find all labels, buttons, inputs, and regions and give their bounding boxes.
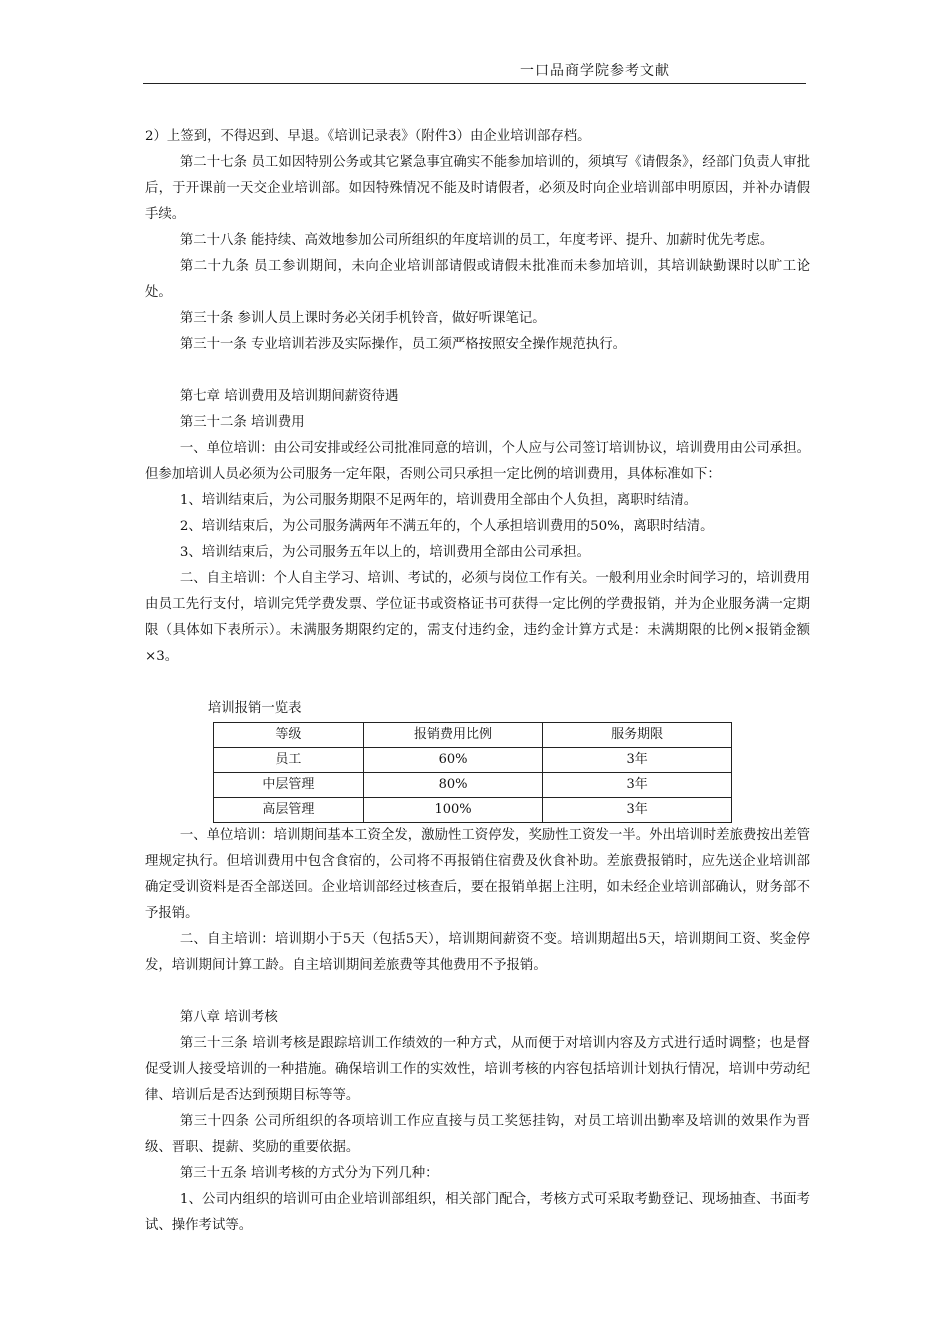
section-b: [145, 384, 810, 670]
table-row: [214, 798, 732, 823]
table-header-row: [214, 723, 732, 748]
reimbursement-table: [213, 722, 732, 823]
paragraph: 第八章 培训考核: [179, 1010, 278, 1025]
section-c: [145, 823, 810, 979]
paragraph: 第三十一条 专业培训若涉及实际操作，员工须严格按照安全操作规范执行。: [179, 337, 626, 352]
paragraph: 第三十四条 公司所组织的各项培训工作应直接与员工奖惩挂钩，对员工培训出勤率及培训的效果作为晋级、晋职、提薪、奖励的重要依据。: [145, 1114, 810, 1155]
table-cell: 员工: [214, 748, 364, 773]
paragraph: 2、培训结束后，为公司服务满两年不满五年的，个人承担培训费用的50%，离职时结清。: [179, 519, 714, 534]
table-cell: 3年: [543, 748, 732, 773]
paragraph: 1、培训结束后，为公司服务期限不足两年的，培训费用全部由个人负担，离职时结清。: [179, 493, 698, 508]
table-header-cell: 报销费用比例: [363, 723, 543, 748]
table-header-cell: 等级: [214, 723, 364, 748]
paragraph: 第二十八条 能持续、高效地参加公司所组织的年度培训的员工，年度考评、提升、加薪时优先考虑。: [179, 233, 774, 248]
paragraph: 一、单位培训：培训期间基本工资全发，激励性工资停发，奖励性工资发一半。外出培训时差旅费按出差管理规定执行。但培训费用中包含食宿的，公司将不再报销住宿费及伙食补助。差旅费报销时，应先送企业培训部确定受训资料是否全部送回。企业培训部经过核查后，要在报销单据上注明，如未经企业培训部确认，财务部不予报销。: [145, 828, 810, 921]
table-cell: 60%: [363, 748, 543, 773]
spacer: [145, 670, 810, 696]
paragraph: 第三十二条 培训费用: [179, 415, 305, 430]
paragraph: 3、培训结束后，为公司服务五年以上的，培训费用全部由公司承担。: [179, 545, 591, 560]
table-cell: 3年: [543, 798, 732, 823]
table-cell: 100%: [363, 798, 543, 823]
paragraph: 第二十七条 员工如因特别公务或其它紧急事宜确实不能参加培训的，须填写《请假条》，经部门负责人审批后，于开课前一天交企业培训部。如因特殊情况不能及时请假者，必须及时向企业培训部申明原因，并补办请假手续。: [145, 155, 810, 222]
paragraph: 第三十五条 培训考核的方式分为下列几种：: [179, 1166, 439, 1181]
paragraph: 2）上签到，不得迟到、早退。《培训记录表》（附件3）由企业培训部存档。: [145, 129, 591, 144]
table-row: [214, 773, 732, 798]
document-body: [145, 124, 810, 1239]
header-title: 一口品商学院参考文献: [520, 63, 670, 79]
header-rule: [143, 83, 806, 84]
table-caption: 培训报销一览表: [207, 701, 302, 716]
spacer: [145, 979, 810, 1005]
paragraph: 1、公司内组织的培训可由企业培训部组织，相关部门配合，考核方式可采取考勤登记、现场抽查、书面考试、操作考试等。: [145, 1192, 810, 1233]
table-cell: 80%: [363, 773, 543, 798]
paragraph: 第三十三条 培训考核是跟踪培训工作绩效的一种方式，从而便于对培训内容及方式进行适时调整；也是督促受训人接受培训的一种措施。确保培训工作的实效性，培训考核的内容包括培训计划执行情况，培训中劳动纪律、培训后是否达到预期目标等等。: [145, 1036, 810, 1103]
section-d: [145, 1005, 810, 1239]
paragraph: 一、单位培训：由公司安排或经公司批准同意的培训，个人应与公司签订培训协议，培训费用由公司承担。但参加培训人员必须为公司服务一定年限，否则公司只承担一定比例的培训费用，具体标准如下：: [145, 441, 810, 482]
paragraph: 第七章 培训费用及培训期间薪资待遇: [179, 389, 399, 404]
paragraph: 二、自主培训：个人自主学习、培训、考试的，必须与岗位工作有关。一般利用业余时间学习的，培训费用由员工先行支付，培训完凭学费发票、学位证书或资格证书可获得一定比例的学费报销，并为企业服务满一定期限（具体如下表所示）。未满服务期限约定的，需支付违约金，违约金计算方式是：未满期限的比例×报销金额×3。: [145, 571, 810, 664]
table-cell: 中层管理: [214, 773, 364, 798]
table-header-cell: 服务期限: [543, 723, 732, 748]
table-cell: 高层管理: [214, 798, 364, 823]
paragraph: 第二十九条 员工参训期间，未向企业培训部请假或请假未批准而未参加培训，其培训缺勤课时以旷工论处。: [145, 259, 810, 300]
paragraph: 二、自主培训：培训期小于5天（包括5天），培训期间薪资不变。培训期超出5天，培训期间工资、奖金停发，培训期间计算工龄。自主培训期间差旅费等其他费用不予报销。: [145, 932, 810, 973]
section-a: [145, 124, 810, 358]
table-row: [214, 748, 732, 773]
table-cell: 3年: [543, 773, 732, 798]
spacer: [145, 358, 810, 384]
paragraph: 第三十条 参训人员上课时务必关闭手机铃音，做好听课笔记。: [179, 311, 546, 326]
